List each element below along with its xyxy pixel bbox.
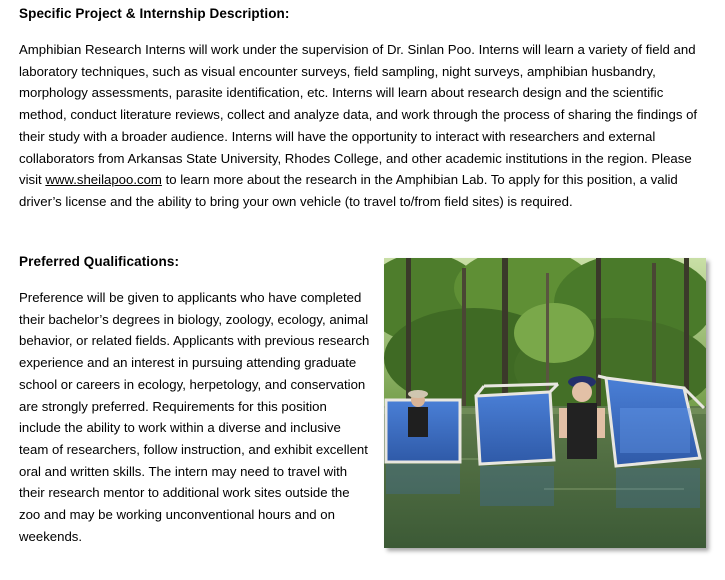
field-research-photo <box>384 258 706 548</box>
preferred-qualifications-paragraph: Preference will be given to applicants who have completed their bachelor’s degrees in biology, zoology, ecology, animal behavior, or related fields. Applicants with previous research experience and an interest in pursuing attending graduate school or careers in ecology, herpetology, and conservation are strongly preferred. Requirements for this position include the ability to work within a diverse and inclusive team of researchers, follow instruction, and exhibit excellent oral and written skills. The intern may need to travel with their research mentor to additional work sites outside the zoo and may be working unconventional hours and on weekends. <box>19 290 370 544</box>
project-text-before-link: Amphibian Research Interns will work under the supervision of Dr. Sinlan Poo. Interns will learn a variety of field and laboratory techniques, such as visual encounter surveys, field sampling, night surveys, amphibian husbandry, morphology assessments, parasite identification, etc. Interns will learn about research design and the scientific method, conduct literature reviews, collect and analyze data, and work through the process of sharing the findings of their study with a broader audience. Interns will have the opportunity to interact with researchers and external collaborators from Arkansas State University, Rhodes College, and other academic institutions in the region. Please visit <box>19 42 698 188</box>
project-description-heading: Specific Project & Internship Description: <box>19 6 290 21</box>
lab-website-link[interactable]: www.sheilapoo.com <box>45 172 162 188</box>
project-description-paragraph <box>19 39 714 213</box>
project-text-after-link: to learn more about the research in the Amphibian Lab. To apply for this position, a valid driver’s license and the ability to bring your own vehicle (to travel to/from field sites) is required. <box>19 172 678 209</box>
preferred-qualifications-heading: Preferred Qualifications: <box>19 254 180 269</box>
